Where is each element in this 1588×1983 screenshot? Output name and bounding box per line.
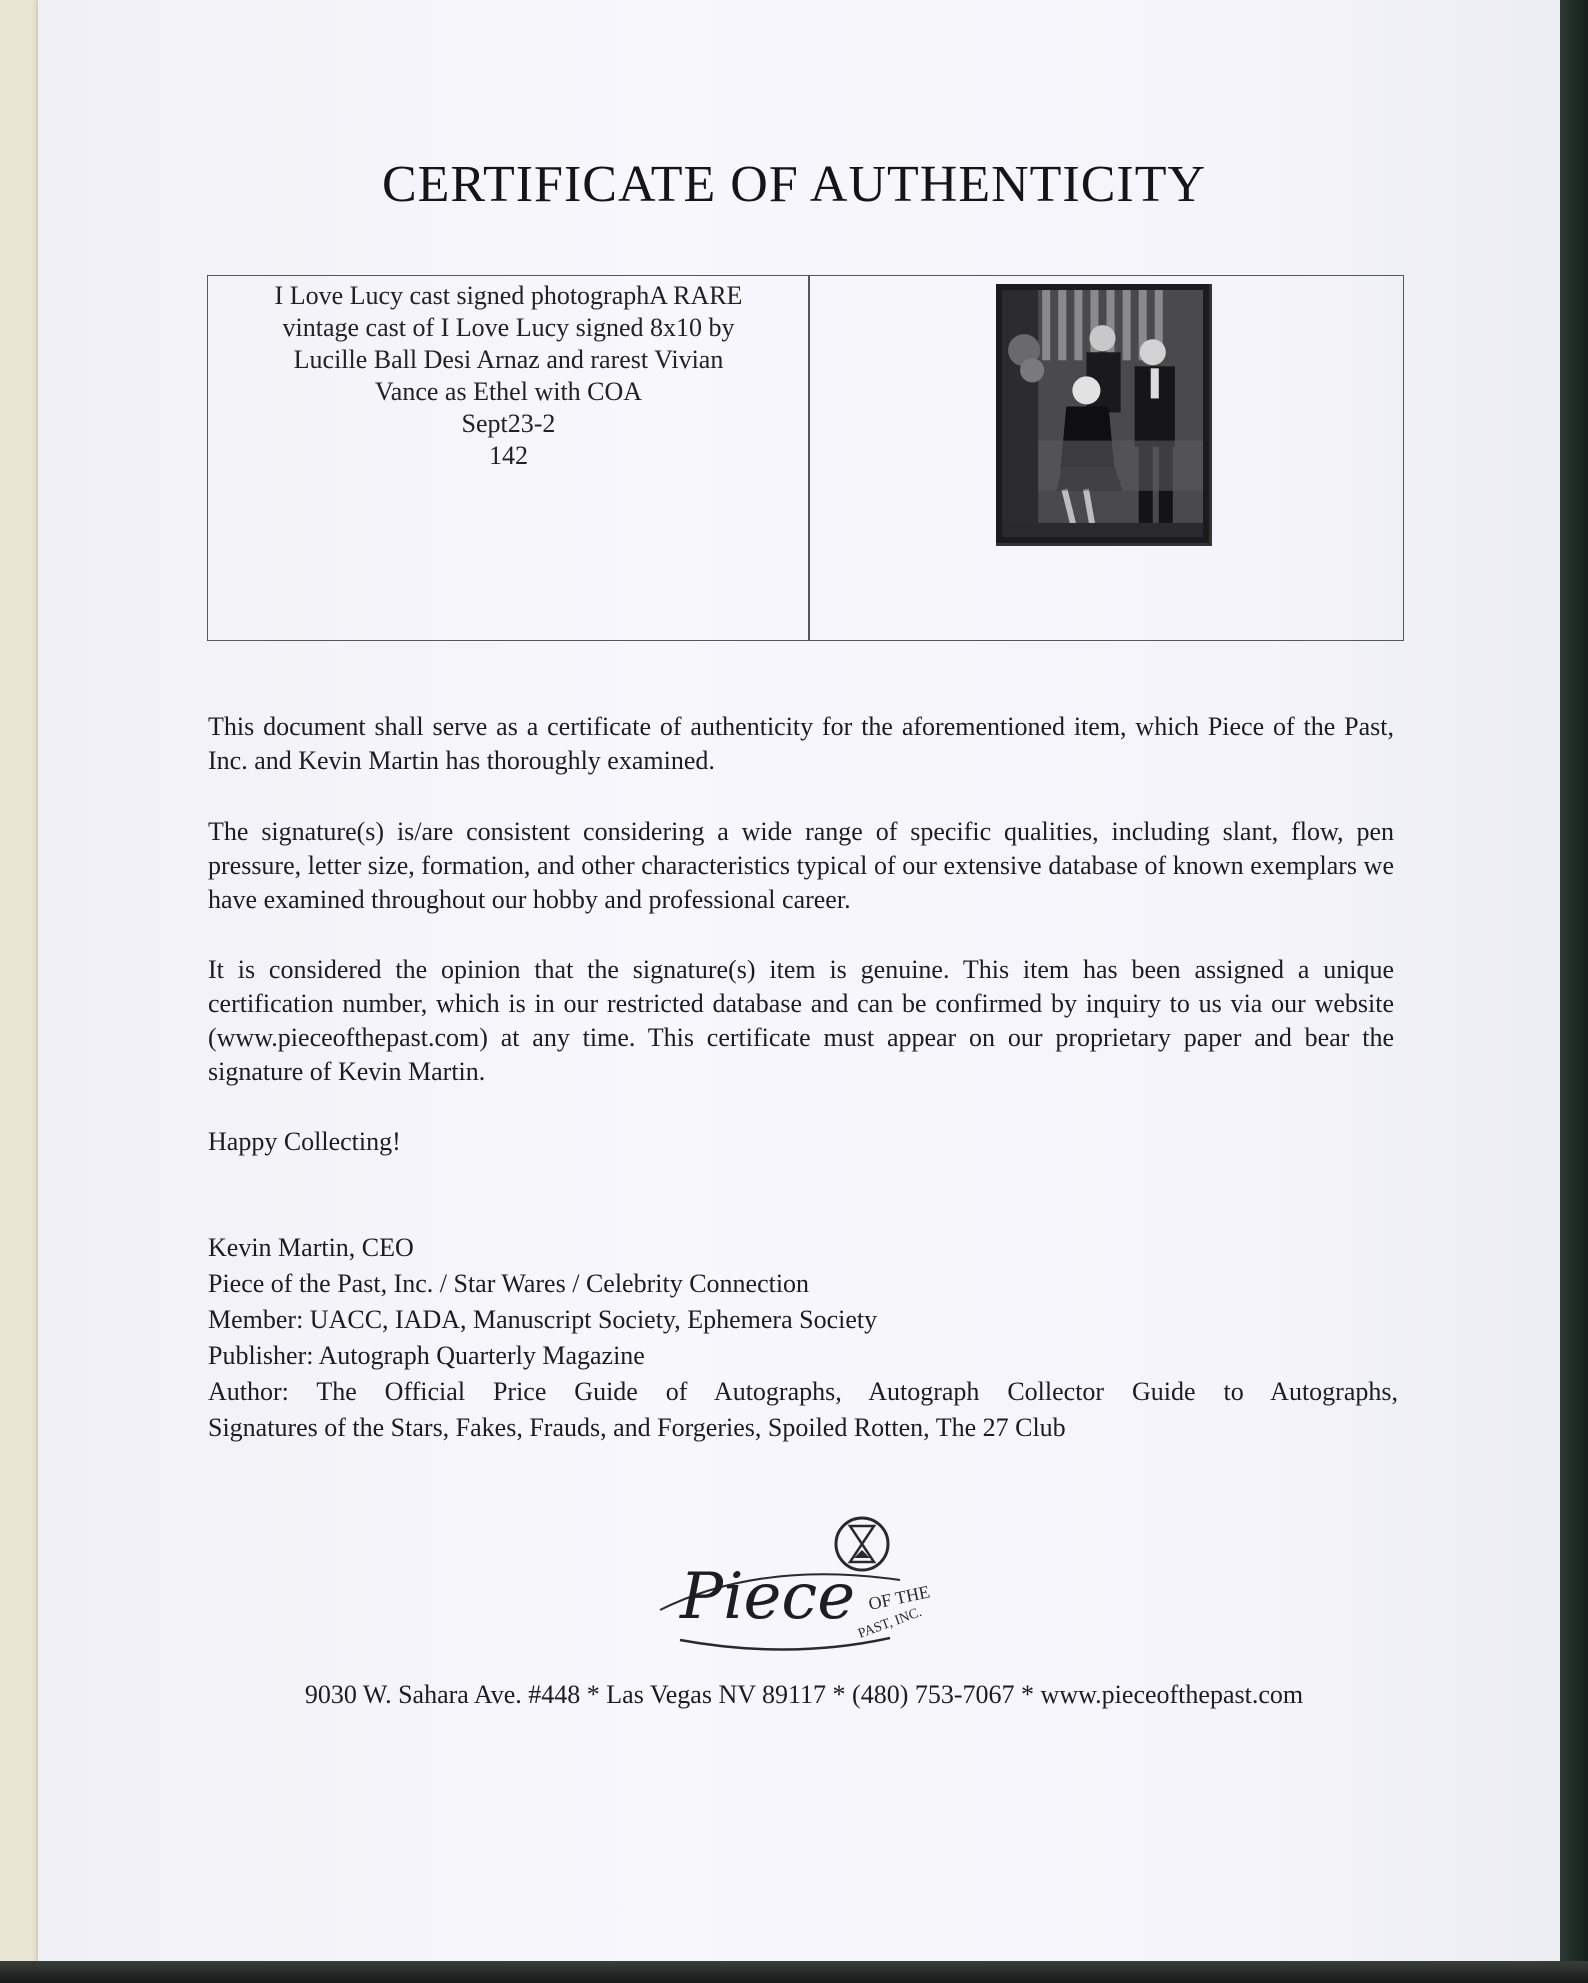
item-table <box>207 275 1404 641</box>
signatory-companies: Piece of the Past, Inc. / Star Wares / Celebrity Connection <box>208 1269 810 1298</box>
closing-text: Happy Collecting! <box>208 1127 401 1156</box>
paragraph-certification: This document shall serve as a certificate of authenticity for the aforementioned item, which Piece of the Past, Inc. and Kevin Martin has thoroughly examined. <box>208 712 1394 775</box>
signatory-name: Kevin Martin, CEO <box>208 1233 414 1262</box>
svg-text:Piece: Piece <box>680 1560 856 1634</box>
photo-thumbnail <box>1002 290 1203 537</box>
item-photo <box>996 284 1212 546</box>
item-description-line: Sept23-2 <box>461 409 556 438</box>
signatory-author-line: Signatures of the Stars, Fakes, Frauds, and Forgeries, Spoiled Rotten, The 27 Club <box>208 1413 1066 1442</box>
company-logo <box>640 1510 980 1670</box>
signatory-publisher: Publisher: Autograph Quarterly Magazine <box>208 1341 645 1370</box>
item-description-line: Vance as Ethel with COA <box>374 377 643 406</box>
footer-address: 9030 W. Sahara Ave. #448 * Las Vegas NV 89117 * (480) 753-7067 * www.pieceofthepast.com <box>304 1680 1304 1709</box>
paragraph-opinion: It is considered the opinion that the signature(s) item is genuine. This item has been assigned a unique certification number, which is in our restricted database and can be confirmed by inquiry to us via our website (www.pieceofthepast.com) at any time. This certificate must appear on our proprietary paper and bear the signature of Kevin Martin. <box>208 955 1394 1086</box>
paragraph-signature-analysis: The signature(s) is/are consistent considering a wide range of specific qualities, including slant, flow, pen pressure, letter size, formation, and other characteristics typical of our extensive database of known exemplars we have examined throughout our hobby and professional career. <box>208 817 1394 914</box>
item-description-line: I Love Lucy cast signed photographA RARE <box>274 281 743 310</box>
item-description-line: vintage cast of I Love Lucy signed 8x10 by <box>282 313 735 342</box>
item-description-line: 142 <box>489 441 528 470</box>
svg-text:PAST, INC.: PAST, INC. <box>856 1604 924 1642</box>
background-table-edge <box>0 1961 1588 1983</box>
svg-text:OF THE: OF THE <box>866 1581 932 1614</box>
signatory-member: Member: UACC, IADA, Manuscript Society, Ephemera Society <box>208 1305 878 1334</box>
signatory-block <box>208 1230 1398 1446</box>
signatory-author-line: Author: The Official Price Guide of Autographs, Autograph Collector Guide to Autographs, <box>208 1377 1398 1406</box>
item-description-line: Lucille Ball Desi Arnaz and rarest Vivian <box>293 345 724 374</box>
certificate-title: CERTIFICATE OF AUTHENTICITY <box>381 156 1207 213</box>
item-description <box>216 280 801 472</box>
table-divider <box>808 276 810 640</box>
